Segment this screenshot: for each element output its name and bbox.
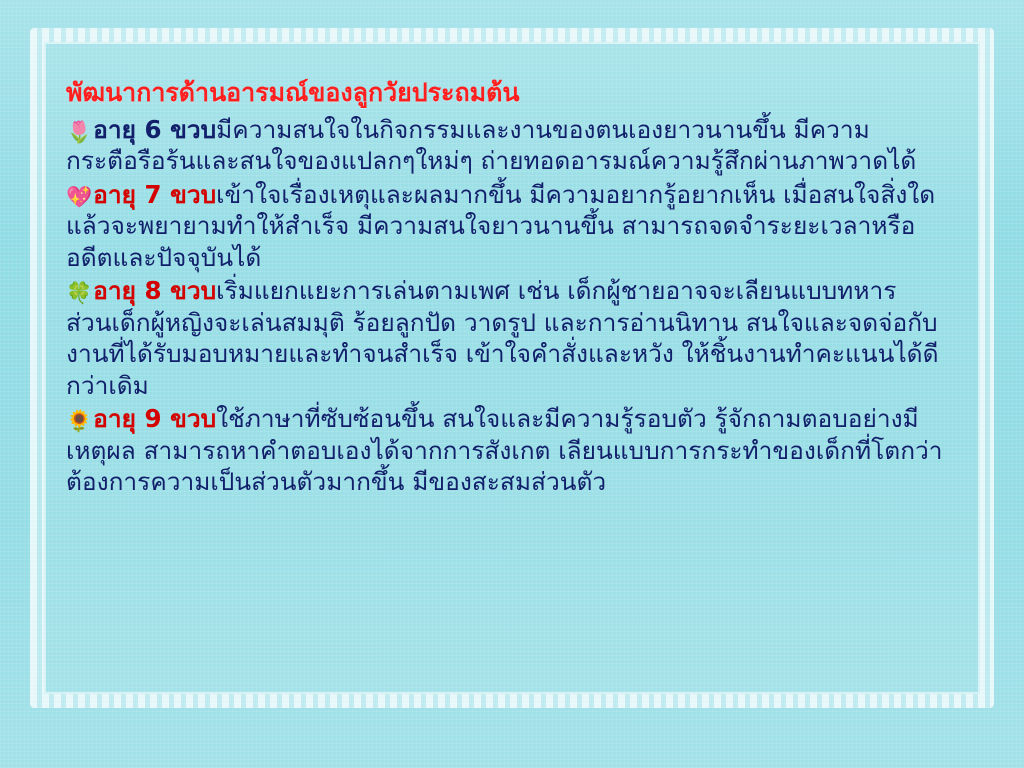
paragraph-text-8: เริ่มแยกแยะการเล่นตามเพศ เช่น เด็กผู้ชายอาจจะเลียนแบบทหาร ส่วนเด็กผู้หญิงจะเล่นสมมุติ ร้อยลูกปัด วาดรูป และการอ่านนิทาน สนใจและจดจ่อกับงานที่ได้รับมอบหมายและทำจนสำเร็จ เข้าใจคำสั่งและหวัง ให้ชิ้นงานทำคะแนนได้ดีกว่าเดิม	[66, 276, 939, 400]
paragraph-age-9	[66, 403, 946, 497]
paragraph-age-7	[66, 179, 946, 273]
sunflower-icon: 🌻	[66, 409, 93, 434]
sparkling-heart-icon: 💖	[66, 184, 93, 209]
age-label-8: อายุ 8 ขวบ	[93, 276, 217, 306]
age-label-6: อายุ 6 ขวบ	[93, 115, 217, 144]
four-leaf-clover-icon: 🍀	[66, 281, 93, 306]
paragraph-text-6: มีความสนใจในกิจกรรมและงานของตนเองยาวนานขึ้น มีความกระตือรือร้นและสนใจของแปลกๆใหม่ๆ ถ่ายทอดอารมณ์ความรู้สึกผ่านภาพวาดได้	[66, 115, 917, 176]
slide-content	[66, 78, 946, 500]
paragraph-text-7: เข้าใจเรื่องเหตุและผลมากขึ้น มีความอยากรู้อยากเห็น เมื่อสนใจสิ่งใดแล้วจะพยายามทำให้สำเร็จ มีความสนใจยาวนานขึ้น สามารถจดจำระยะเวลาหรืออดีตและปัจจุบันได้	[66, 179, 936, 272]
tulip-flower-icon: 🌷	[66, 120, 93, 144]
age-label-7: อายุ 7 ขวบ	[93, 179, 217, 209]
age-label-9: อายุ 9 ขวบ	[93, 404, 217, 434]
page-title: พัฒนาการด้านอารมณ์ของลูกวัยประถมต้น	[66, 78, 520, 107]
paragraph-age-6	[66, 114, 946, 177]
paragraph-age-8	[66, 275, 946, 401]
paragraph-text-9: ใช้ภาษาที่ซับซ้อนขึ้น สนใจและมีความรู้รอบตัว รู้จักถามตอบอย่างมีเหตุผล สามารถหาคำตอบเองได้จากการสังเกต เลียนแบบการกระทำของเด็กที่โตกว่า ต้องการความเป็นส่วนตัวมากขึ้น มีของสะสมส่วนตัว	[66, 404, 943, 497]
